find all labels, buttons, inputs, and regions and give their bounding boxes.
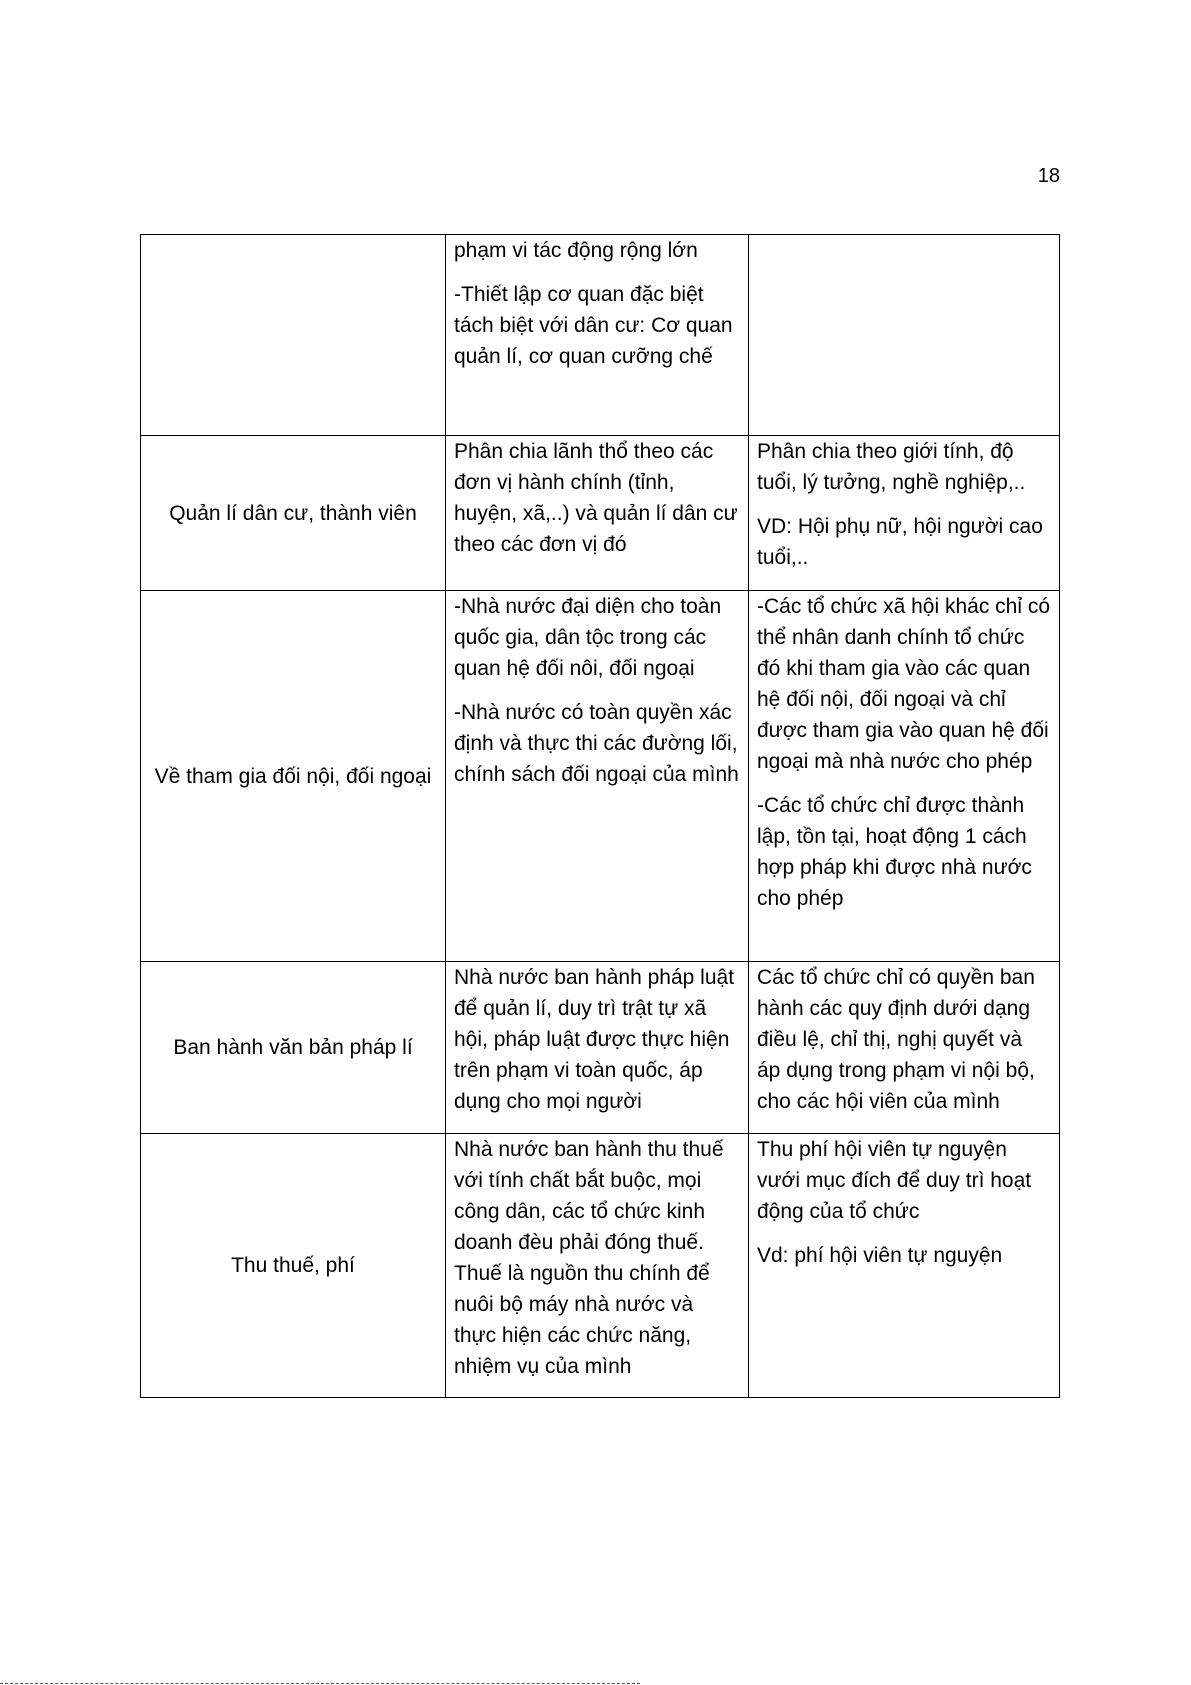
org-cell [749, 235, 1060, 436]
table-row [141, 235, 1060, 436]
state-cell [446, 235, 749, 436]
cell-paragraph: -Các tổ chức chỉ được thành lập, tồn tại, hoạt động 1 cách hợp pháp khi được nhà nước cho phép [757, 794, 1032, 910]
org-cell [749, 962, 1060, 1134]
org-cell [749, 591, 1060, 962]
cell-paragraph: Phân chia lãnh thổ theo các đơn vị hành chính (tỉnh, huyện, xã,..) và quản lí dân cư theo các đơn vị đó [454, 440, 738, 556]
state-cell [446, 1134, 749, 1398]
table-row [141, 436, 1060, 591]
cell-paragraph: Các tổ chức chỉ có quyền ban hành các quy định dưới dạng điều lệ, chỉ thị, nghị quyết và áp dụng trong phạm vi nội bộ, cho các hội viên của mình [757, 966, 1035, 1113]
row-label-cell [141, 1134, 446, 1398]
cell-paragraph: phạm vi tác động rộng lớn [454, 239, 698, 262]
row-label-cell [141, 436, 446, 591]
cell-paragraph: Phân chia theo giới tính, độ tuổi, lý tưởng, nghề nghiệp,.. [757, 440, 1026, 494]
cell-paragraph: -Nhà nước có toàn quyền xác định và thực thi các đường lối, chính sách đối ngoại của mình [454, 701, 739, 786]
row-label-cell [141, 591, 446, 962]
table-row [141, 1134, 1060, 1398]
state-cell [446, 591, 749, 962]
cell-paragraph: Thu phí hội viên tự nguyện vưới mục đích để duy trì hoạt động của tổ chức [757, 1138, 1032, 1223]
cell-paragraph: -Các tổ chức xã hội khác chỉ có thể nhân danh chính tổ chức đó khi tham gia vào các quan hệ đối nội, đối ngoại và chỉ được tham gia vào quan hệ đối ngoại mà nhà nước cho phép [757, 595, 1051, 773]
row-label-cell [141, 235, 446, 436]
page-number: 18 [1037, 165, 1060, 187]
table-row [141, 962, 1060, 1134]
cell-paragraph: -Nhà nước đại diện cho toàn quốc gia, dân tộc trong các quan hệ đối nôi, đối ngoại [454, 595, 722, 680]
org-cell [749, 436, 1060, 591]
cell-paragraph: Nhà nước ban hành thu thuế với tính chất bắt buộc, mọi công dân, các tổ chức kinh doanh đèu phải đóng thuế. Thuế là nguồn thu chính để nuôi bộ máy nhà nước và thực hiện các chức năng, nhiệm vụ của mình [454, 1138, 724, 1378]
comparison-table [140, 234, 1060, 1398]
cell-paragraph: Vd: phí hội viên tự nguyện [757, 1244, 1003, 1267]
table-row [141, 591, 1060, 962]
state-cell [446, 962, 749, 1134]
row-label: Ban hành văn bản pháp lí [173, 1036, 413, 1059]
cell-paragraph: VD: Hội phụ nữ, hội người cao tuổi,.. [757, 515, 1043, 569]
footer-divider [0, 1683, 640, 1684]
row-label: Về tham gia đối nội, đối ngoại [154, 764, 432, 788]
state-cell [446, 436, 749, 591]
row-label-cell [141, 962, 446, 1134]
row-label: Quản lí dân cư, thành viên [169, 501, 417, 525]
cell-paragraph: -Thiết lập cơ quan đặc biệt tách biệt với dân cư: Cơ quan quản lí, cơ quan cưỡng chế [454, 283, 733, 368]
org-cell [749, 1134, 1060, 1398]
cell-paragraph: Nhà nước ban hành pháp luật để quản lí, duy trì trật tự xã hội, pháp luật được thực hiện trên phạm vi toàn quốc, áp dụng cho mọi người [454, 966, 735, 1113]
row-label: Thu thuế, phí [231, 1254, 355, 1277]
